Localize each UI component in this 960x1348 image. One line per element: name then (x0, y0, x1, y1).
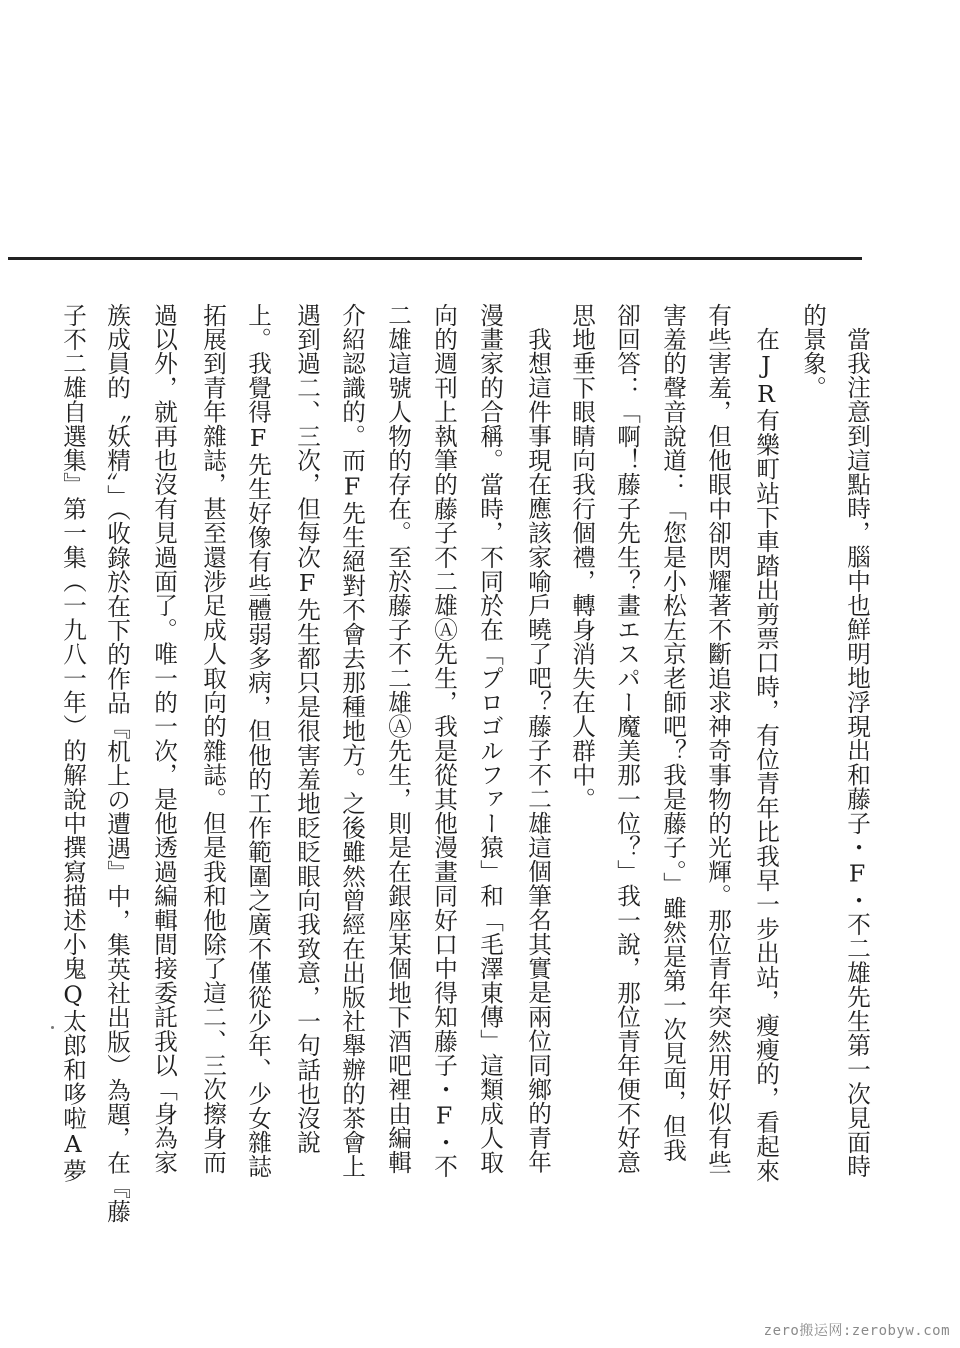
text-column-12: 介紹認識的。而F先生絕對不會去那種地方。之後雖然曾經在出版社舉辦的茶會上 (338, 303, 366, 1179)
text-column-11: 二雄這號人物的存在。至於藤子不二雄Ⓐ先生，則是在銀座某個地下酒吧裡由編輯 (384, 303, 412, 1175)
horizontal-rule (8, 257, 862, 260)
text-column-17: 族成員的〝妖精〞」（收錄於在下的作品『机上の遭遇』中，集英社出版）為題，在『藤 (103, 303, 131, 1224)
text-column-1: 當我注意到這點時，腦中也鮮明地浮現出和藤子・F・不二雄先生第一次見面時 (843, 327, 871, 1179)
text-column-14: 上。我覺得F先生好像有些體弱多病，但他的工作範圍之廣不僅從少年、少女雜誌 (244, 303, 272, 1179)
scan-speck (51, 1026, 54, 1029)
text-column-2: 的景象。 (799, 303, 827, 400)
text-column-10: 向的週刊上執筆的藤子不二雄Ⓐ先生，我是從其他漫畫同好口中得知藤子・F・不 (430, 303, 458, 1179)
text-column-5: 害羞的聲音說道：「您是小松左京老師吧？我是藤子。」雖然是第一次見面，但我 (659, 303, 687, 1163)
text-column-7: 思地垂下眼睛向我行個禮，轉身消失在人群中。 (568, 303, 596, 812)
text-column-6: 卻回答：「啊！藤子先生？畫エスパー魔美那一位？」我一說，那位青年便不好意 (613, 303, 641, 1175)
text-column-9: 漫畫家的合稱。當時，不同於在「プロゴルファー猿」和「毛澤東傳」這類成人取 (476, 303, 504, 1175)
text-column-15: 拓展到青年雜誌，甚至還涉足成人取向的雜誌。但是我和他除了這二、三次擦身而 (199, 303, 227, 1175)
text-column-4: 有些害羞，但他眼中卻閃耀著不斷追求神奇事物的光輝。那位青年突然用好似有些 (704, 303, 732, 1175)
text-column-8: 我想這件事現在應該家喻戶曉了吧？藤子不二雄這個筆名其實是兩位同鄉的青年 (524, 327, 552, 1174)
watermark: zero搬运网:zerobyw.com (763, 1323, 950, 1339)
text-column-13: 遇到過二、三次，但每次F先生都只是很害羞地眨眨眼向我致意，一句話也沒說 (293, 303, 321, 1155)
text-column-18: 子不二雄自選集』第一集（一九八一年）的解說中撰寫描述小鬼Q太郎和哆啦A夢 (59, 303, 87, 1183)
vertical-text-body (0, 303, 960, 1224)
text-column-3: 在JR有樂町站下車踏出剪票口時，有位青年比我早一步出站，瘦瘦的，看起來 (752, 327, 780, 1183)
text-column-16: 過以外，就再也沒有見過面了。唯一的一次，是他透過編輯間接委託我以「身為家 (150, 303, 178, 1175)
